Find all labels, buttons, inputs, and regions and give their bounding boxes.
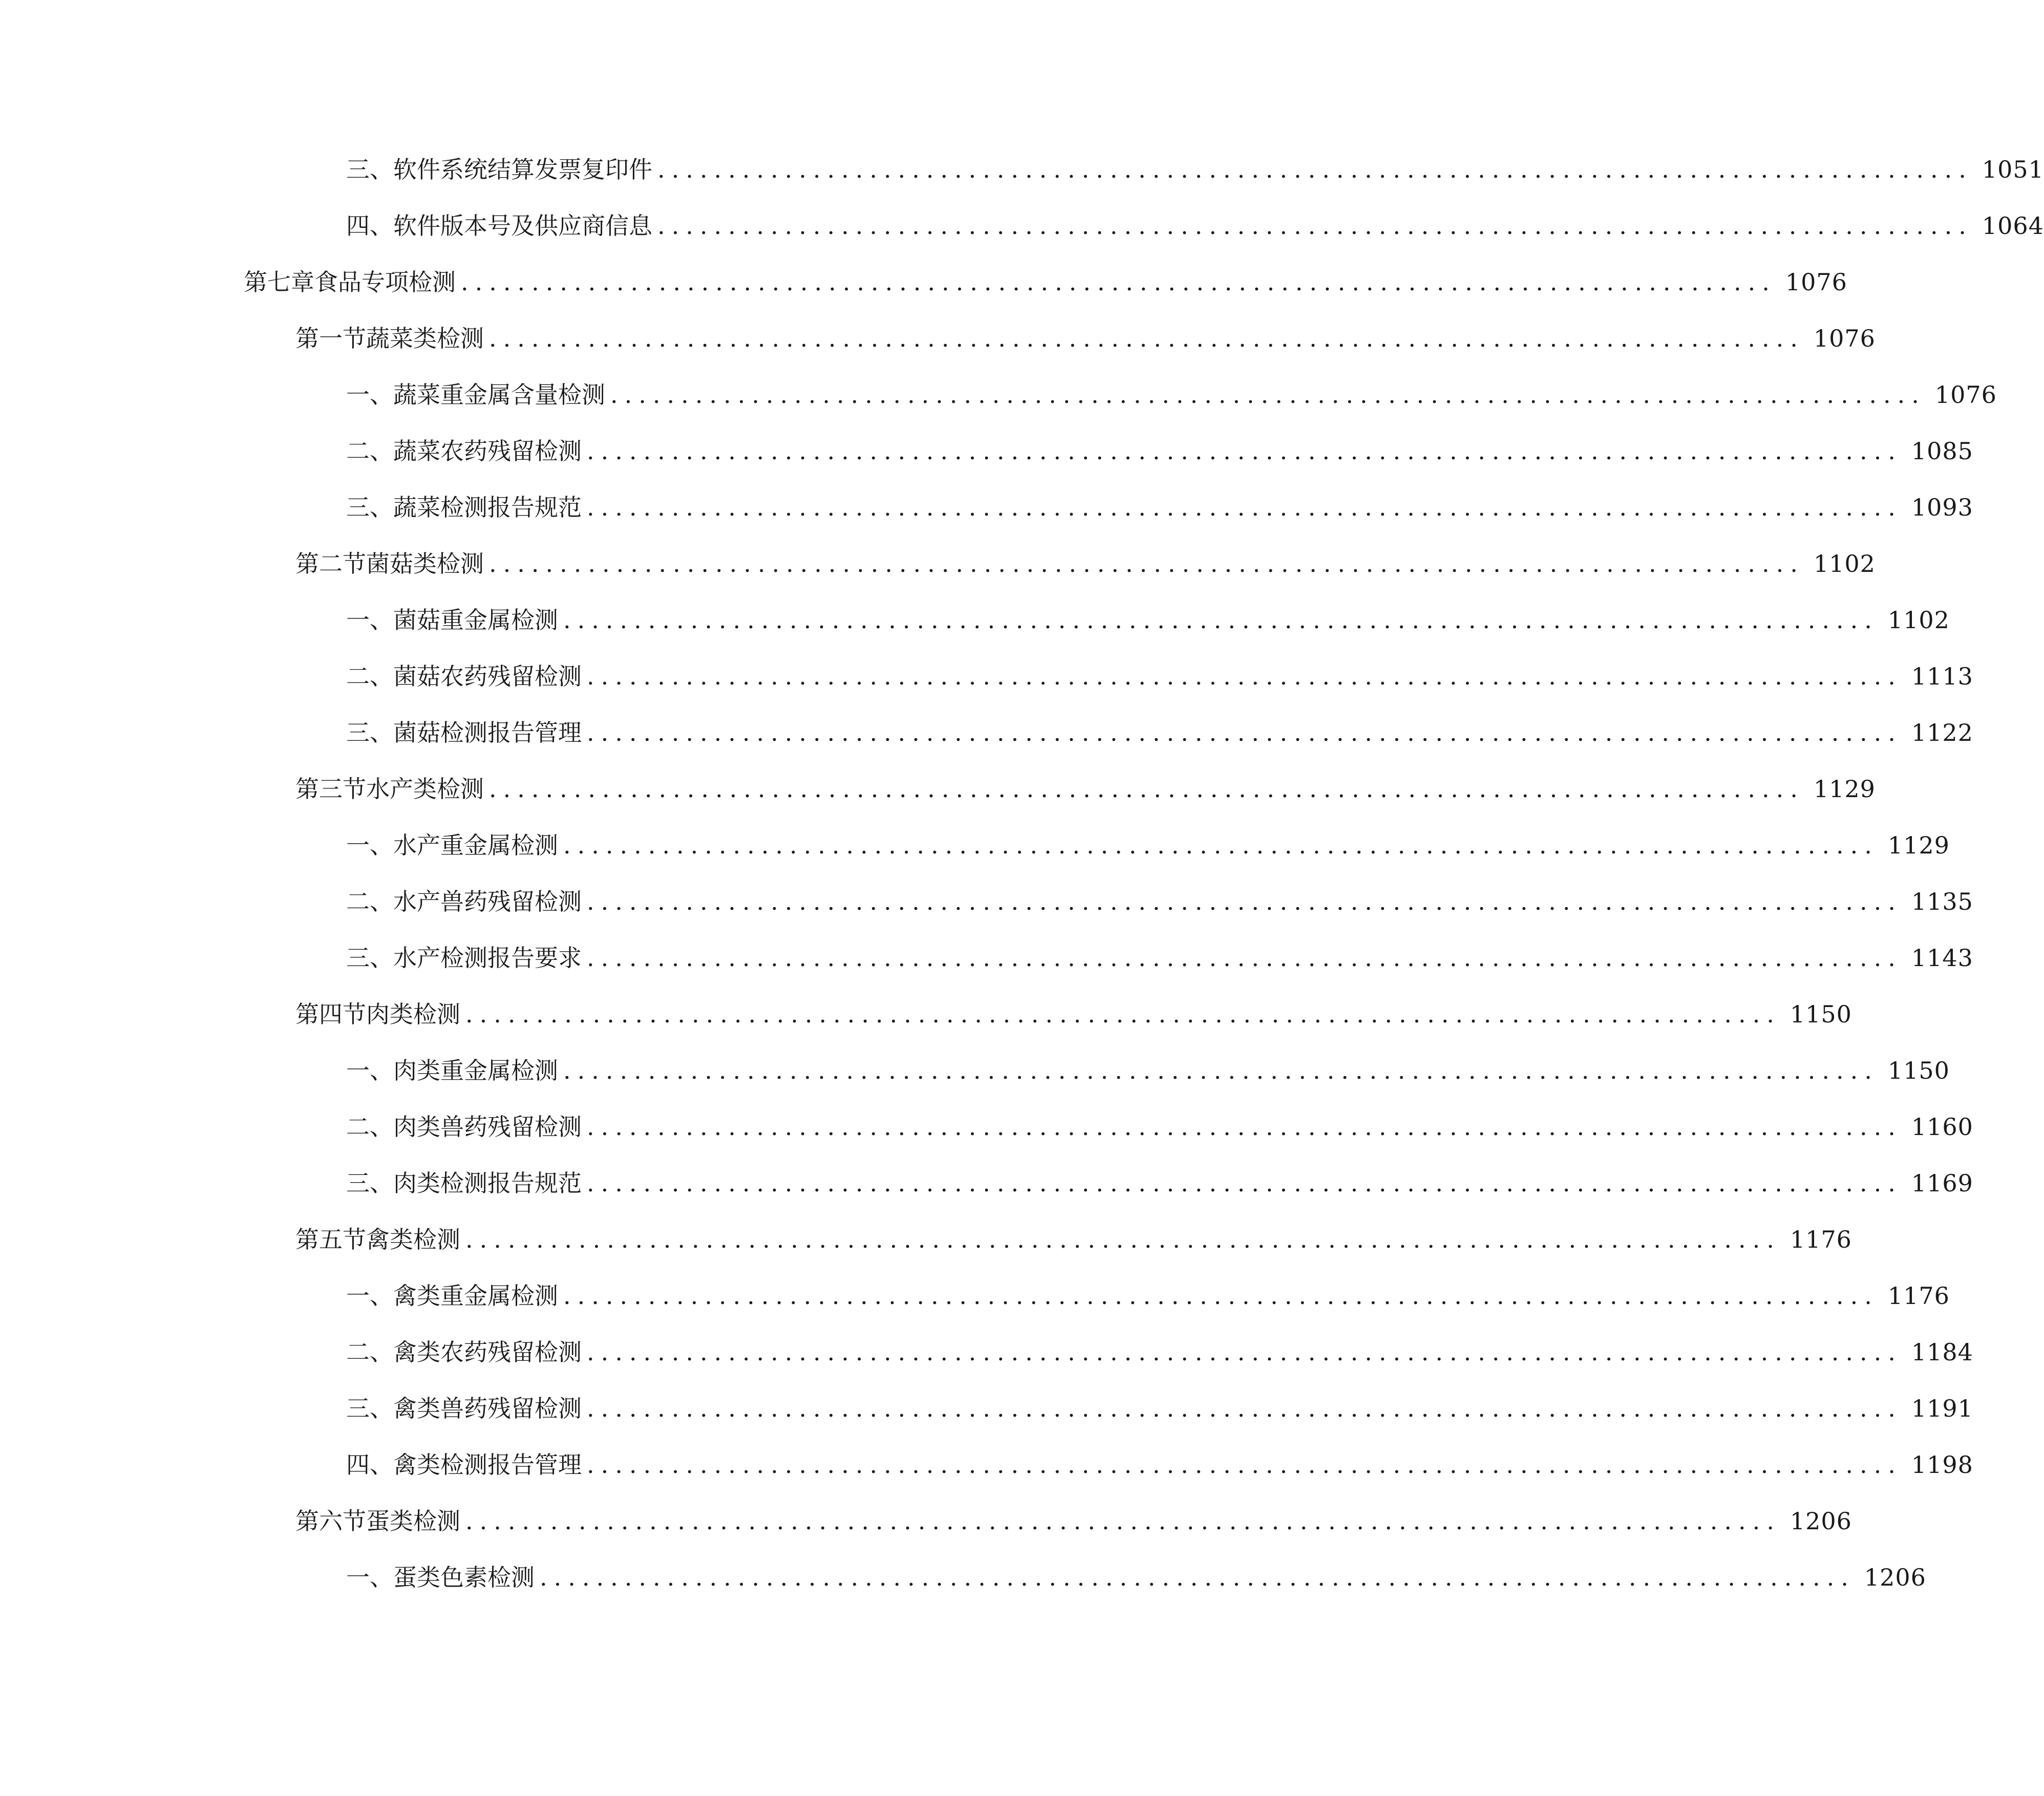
toc-entry[interactable]	[346, 1165, 1973, 1201]
toc-entry-number: 二、	[346, 1113, 393, 1141]
toc-entry-title: 禽类农药残留检测	[393, 1338, 582, 1366]
toc-entry-title: 水产检测报告要求	[393, 944, 582, 972]
toc-entry-title: 菌菇农药残留检测	[393, 662, 582, 690]
toc-entry-title: 禽类检测	[366, 1226, 460, 1253]
toc-entry[interactable]	[346, 152, 2044, 187]
toc-entry-number: 三、	[346, 1169, 393, 1197]
toc-entry-number: 一、	[346, 831, 393, 859]
toc-entry-title: 肉类检测报告规范	[393, 1169, 582, 1197]
dot-leader: .............................................................................................	[587, 888, 1902, 915]
toc-entry-title: 禽类检测报告管理	[393, 1451, 582, 1479]
dot-leader: .............................................................................................	[587, 1395, 1902, 1422]
dot-leader: .............................................................................................	[465, 1226, 1781, 1253]
dot-leader: .............................................................................................	[540, 1564, 1855, 1591]
toc-entry[interactable]	[346, 1391, 1973, 1426]
toc-entry-page: 1143	[1911, 944, 1973, 972]
toc-entry-number: 第七章	[244, 268, 314, 296]
dot-leader: .............................................................................................	[610, 381, 1926, 409]
toc-entry-number: 三、	[346, 1395, 393, 1422]
toc-entry-number: 二、	[346, 888, 393, 915]
toc-entry-page: 1150	[1887, 1057, 1950, 1084]
dot-leader: .............................................................................................	[563, 606, 1879, 634]
toc-entry-number: 一、	[346, 1564, 393, 1591]
toc-entry-page: 1129	[1887, 831, 1950, 859]
toc-row	[0, 320, 1876, 377]
toc-entry-title: 菌菇重金属检测	[393, 606, 558, 634]
dot-leader: .............................................................................................	[465, 1000, 1781, 1028]
toc-entry[interactable]	[346, 208, 2044, 244]
toc-entry[interactable]	[346, 1109, 1973, 1145]
toc-entry-title: 肉类兽药残留检测	[393, 1113, 582, 1141]
toc-entry-page: 1206	[1790, 1507, 1852, 1535]
toc-entry[interactable]	[295, 771, 1876, 807]
toc-entry-title: 水产类检测	[366, 775, 484, 803]
toc-entry[interactable]	[346, 940, 1973, 976]
toc-entry-number: 三、	[346, 156, 393, 183]
toc-entry-number: 三、	[346, 944, 393, 972]
toc-entry[interactable]	[295, 1222, 1852, 1257]
toc-row	[0, 433, 1973, 489]
toc-entry-page: 1093	[1911, 494, 1973, 521]
toc-row	[0, 827, 1950, 884]
toc-entry-title: 蛋类色素检测	[393, 1564, 535, 1591]
dot-leader: .............................................................................................	[587, 719, 1902, 746]
toc-row	[0, 1222, 1852, 1278]
toc-entry-page: 1102	[1887, 606, 1950, 634]
toc-row	[0, 884, 1973, 940]
toc-row	[0, 546, 1876, 602]
toc-entry-number: 二、	[346, 1338, 393, 1366]
toc-entry-page: 1198	[1911, 1451, 1973, 1479]
toc-row	[0, 602, 1950, 658]
toc-entry-page: 1076	[1813, 325, 1876, 352]
toc-entry-title: 禽类重金属检测	[393, 1282, 558, 1310]
dot-leader: .............................................................................................	[461, 268, 1776, 296]
toc-entry-number: 一、	[346, 381, 393, 409]
toc-entry-number: 第二节	[295, 550, 366, 578]
toc-entry-page: 1206	[1864, 1564, 1926, 1591]
toc-entry-number: 一、	[346, 606, 393, 634]
toc-entry-title: 蔬菜类检测	[366, 325, 484, 352]
dot-leader: .............................................................................................	[563, 831, 1879, 859]
toc-row	[0, 1334, 1973, 1391]
toc-entry[interactable]	[295, 1503, 1852, 1539]
dot-leader: .............................................................................................	[587, 1169, 1902, 1197]
toc-entry-title: 水产兽药残留检测	[393, 888, 582, 915]
toc-entry-title: 肉类重金属检测	[393, 1057, 558, 1084]
toc-entry-page: 1085	[1911, 437, 1973, 465]
toc-entry-title: 禽类兽药残留检测	[393, 1395, 582, 1422]
toc-entry[interactable]	[295, 546, 1876, 582]
toc-row	[0, 1278, 1950, 1334]
dot-leader: .............................................................................................	[489, 775, 1804, 803]
toc-entry-title: 蛋类检测	[366, 1507, 460, 1535]
toc-entry[interactable]	[346, 1334, 1973, 1370]
dot-leader: .............................................................................................	[587, 1451, 1902, 1479]
toc-row	[0, 152, 2044, 208]
toc-row	[0, 1559, 1926, 1616]
toc-entry[interactable]	[244, 264, 1847, 300]
toc-entry-page: 1135	[1911, 888, 1973, 915]
toc-entry-page: 1176	[1887, 1282, 1950, 1310]
toc-entry-page: 1076	[1785, 268, 1847, 296]
toc-entry-title: 水产重金属检测	[393, 831, 558, 859]
toc-entry[interactable]	[346, 827, 1950, 863]
toc-entry[interactable]	[346, 1559, 1926, 1595]
toc-entry[interactable]	[346, 1053, 1950, 1088]
toc-entry-number: 第四节	[295, 1000, 366, 1028]
toc-entry-number: 第一节	[295, 325, 366, 352]
dot-leader: .............................................................................................	[465, 1507, 1781, 1535]
toc-entry-number: 一、	[346, 1282, 393, 1310]
toc-entry-page: 1051	[1982, 156, 2044, 183]
toc-row	[0, 1109, 1973, 1165]
toc-entry-page: 1129	[1813, 775, 1876, 803]
toc-entry[interactable]	[346, 658, 1973, 694]
toc-entry[interactable]	[346, 602, 1950, 638]
dot-leader: .............................................................................................	[587, 1113, 1902, 1141]
toc-entry[interactable]	[346, 884, 1973, 920]
toc-entry-number: 第六节	[295, 1507, 366, 1535]
toc-row	[0, 940, 1973, 996]
toc-entry[interactable]	[346, 433, 1973, 469]
toc-row	[0, 996, 1852, 1053]
table-of-contents	[0, 152, 2044, 1616]
toc-row	[0, 208, 2044, 264]
toc-entry-page: 1122	[1911, 719, 1973, 746]
dot-leader: .............................................................................................	[489, 550, 1804, 578]
toc-entry-page: 1176	[1790, 1226, 1852, 1253]
toc-entry[interactable]	[346, 377, 1997, 413]
toc-entry-title: 肉类检测	[366, 1000, 460, 1028]
toc-entry-page: 1113	[1911, 662, 1973, 690]
toc-row	[0, 264, 1847, 320]
toc-entry-number: 二、	[346, 662, 393, 690]
dot-leader: .............................................................................................	[587, 662, 1902, 690]
dot-leader: .............................................................................................	[587, 1338, 1902, 1366]
toc-row	[0, 1447, 1973, 1503]
toc-entry-page: 1191	[1911, 1395, 1973, 1422]
toc-entry-page: 1160	[1911, 1113, 1973, 1141]
toc-entry-number: 四、	[346, 212, 393, 240]
dot-leader: .............................................................................................	[587, 437, 1902, 465]
dot-leader: .............................................................................................	[587, 494, 1902, 521]
toc-entry-number: 一、	[346, 1057, 393, 1084]
toc-entry[interactable]	[346, 1447, 1973, 1483]
dot-leader: .............................................................................................	[489, 325, 1804, 352]
toc-entry[interactable]	[295, 996, 1852, 1032]
toc-entry-title: 蔬菜重金属含量检测	[393, 381, 605, 409]
toc-entry-number: 二、	[346, 437, 393, 465]
toc-row	[0, 1165, 1973, 1222]
toc-entry-title: 蔬菜检测报告规范	[393, 494, 582, 521]
dot-leader: .............................................................................................	[563, 1282, 1879, 1310]
toc-entry-number: 四、	[346, 1451, 393, 1479]
toc-entry-page: 1184	[1911, 1338, 1973, 1366]
toc-entry-page: 1169	[1911, 1169, 1973, 1197]
toc-entry[interactable]	[346, 1278, 1950, 1314]
toc-row	[0, 1391, 1973, 1447]
toc-entry-title: 软件版本号及供应商信息	[393, 212, 652, 240]
toc-row	[0, 658, 1973, 715]
toc-row	[0, 489, 1973, 546]
dot-leader: .............................................................................................	[657, 212, 1973, 240]
toc-entry-page: 1076	[1934, 381, 1997, 409]
toc-entry-title: 软件系统结算发票复印件	[393, 156, 652, 183]
dot-leader: .............................................................................................	[587, 944, 1902, 972]
toc-entry-number: 三、	[346, 719, 393, 746]
toc-entry-number: 第三节	[295, 775, 366, 803]
toc-entry-number: 第五节	[295, 1226, 366, 1253]
toc-entry[interactable]	[346, 715, 1973, 751]
toc-entry-title: 食品专项检测	[314, 268, 456, 296]
dot-leader: .............................................................................................	[657, 156, 1973, 183]
toc-row	[0, 771, 1876, 827]
toc-row	[0, 715, 1973, 771]
toc-entry-page: 1150	[1790, 1000, 1852, 1028]
toc-row	[0, 1503, 1852, 1559]
toc-entry-page: 1064	[1982, 212, 2044, 240]
toc-entry[interactable]	[346, 489, 1973, 525]
toc-row	[0, 377, 1997, 433]
toc-entry[interactable]	[295, 320, 1876, 356]
toc-entry-title: 菌菇检测报告管理	[393, 719, 582, 746]
toc-entry-page: 1102	[1813, 550, 1876, 578]
toc-entry-title: 菌菇类检测	[366, 550, 484, 578]
toc-row	[0, 1053, 1950, 1109]
dot-leader: .............................................................................................	[563, 1057, 1879, 1084]
toc-entry-title: 蔬菜农药残留检测	[393, 437, 582, 465]
toc-entry-number: 三、	[346, 494, 393, 521]
